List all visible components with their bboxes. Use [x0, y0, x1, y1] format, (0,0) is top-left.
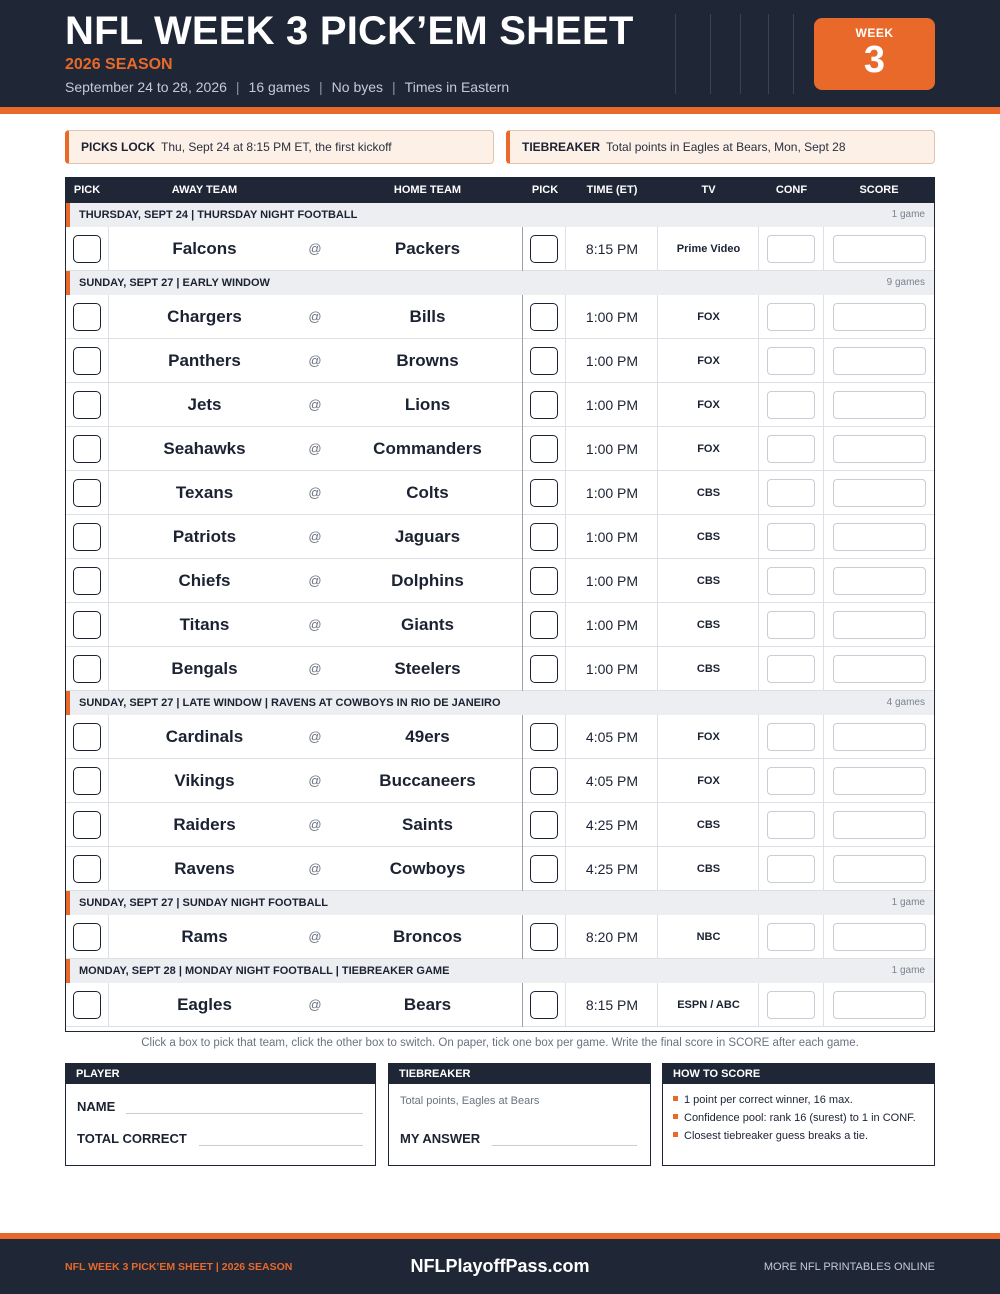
- home-team-name: Jaguars: [394, 527, 461, 546]
- player-box-header: PLAYER: [66, 1064, 375, 1084]
- confidence-input[interactable]: [767, 991, 815, 1019]
- game-row: [66, 847, 934, 891]
- kickoff-time: 1:00 PM: [585, 309, 639, 325]
- picks-lock-label: PICKS LOCK: [81, 140, 156, 154]
- away-pick-checkbox[interactable]: [73, 391, 101, 419]
- score-input[interactable]: [833, 611, 926, 639]
- home-pick-checkbox[interactable]: [530, 855, 558, 883]
- column-divider: [823, 427, 824, 471]
- column-divider: [823, 559, 824, 603]
- confidence-input[interactable]: [767, 855, 815, 883]
- scoring-rule: Confidence pool: rank 16 (surest) to 1 in CONF.: [673, 1112, 916, 1124]
- confidence-input[interactable]: [767, 523, 815, 551]
- at-symbol: @: [308, 997, 322, 1012]
- tiebreaker-box-header: TIEBREAKER: [389, 1064, 650, 1084]
- at-symbol: @: [308, 929, 322, 944]
- at-symbol: @: [308, 241, 322, 256]
- at-symbol: @: [308, 529, 322, 544]
- at-symbol: @: [308, 397, 322, 412]
- away-team-name: Chargers: [167, 307, 242, 326]
- instructions-note: Click a box to pick that team, click the other box to switch. On paper, tick one box per game. Write the final score in SCORE after each game.: [141, 1037, 859, 1049]
- home-team-name: Colts: [406, 483, 449, 502]
- footer-site-link[interactable]: NFLPlayoffPass.com: [410, 1256, 590, 1276]
- away-team-name: Cardinals: [165, 727, 244, 746]
- game-row: [66, 515, 934, 559]
- confidence-input[interactable]: [767, 567, 815, 595]
- header-accent-line: [0, 107, 1000, 114]
- home-pick-checkbox[interactable]: [530, 611, 558, 639]
- bullet-icon: [673, 1096, 678, 1101]
- away-pick-checkbox[interactable]: [73, 767, 101, 795]
- confidence-input[interactable]: [767, 435, 815, 463]
- tv-network: CBS: [696, 531, 721, 543]
- section-game-count: 1 game: [891, 965, 925, 976]
- away-pick-checkbox[interactable]: [73, 479, 101, 507]
- section-game-count: 1 game: [891, 209, 925, 220]
- col-score: SCORE: [859, 184, 899, 196]
- tv-network: ESPN / ABC: [677, 999, 740, 1011]
- kickoff-time: 8:15 PM: [585, 241, 639, 257]
- tv-network: CBS: [696, 663, 721, 675]
- section-header: [66, 691, 934, 715]
- bullet-icon: [673, 1132, 678, 1137]
- game-row: [66, 339, 934, 383]
- score-input[interactable]: [833, 991, 926, 1019]
- col-time: TIME (ET): [586, 184, 638, 196]
- kickoff-time: 4:05 PM: [585, 729, 639, 745]
- section-header: [66, 959, 934, 983]
- picks-lock-text: Thu, Sept 24 at 8:15 PM ET, the first kickoff: [161, 140, 392, 154]
- tv-network: Prime Video: [676, 243, 741, 255]
- tiebreaker-info-box: [506, 130, 935, 164]
- total-correct-label: TOTAL CORRECT: [77, 1131, 187, 1146]
- tv-network: FOX: [697, 355, 720, 367]
- column-divider: [823, 515, 824, 559]
- away-pick-checkbox[interactable]: [73, 811, 101, 839]
- score-input[interactable]: [833, 811, 926, 839]
- home-pick-checkbox[interactable]: [530, 723, 558, 751]
- away-team-name: Chiefs: [178, 571, 231, 590]
- away-team-name: Seahawks: [163, 439, 246, 458]
- score-input[interactable]: [833, 923, 926, 951]
- away-pick-checkbox[interactable]: [73, 567, 101, 595]
- header-meta: September 24 to 28, 2026 | 16 games | No byes | Times in Eastern: [65, 79, 510, 95]
- section-title: MONDAY, SEPT 28 | MONDAY NIGHT FOOTBALL | TIEBREAKER GAME: [79, 965, 450, 977]
- table-header: [66, 178, 934, 203]
- away-team-name: Eagles: [177, 995, 232, 1014]
- away-pick-checkbox[interactable]: [73, 435, 101, 463]
- home-team-name: Saints: [401, 815, 454, 834]
- game-row: [66, 559, 934, 603]
- column-divider: [823, 715, 824, 759]
- tv-network: NBC: [696, 931, 721, 943]
- at-symbol: @: [308, 485, 322, 500]
- game-row: [66, 715, 934, 759]
- total-correct-field[interactable]: [199, 1145, 363, 1146]
- column-divider: [823, 847, 824, 891]
- week-badge-label: WEEK: [855, 26, 894, 40]
- game-row: [66, 471, 934, 515]
- scoring-rule: Closest tiebreaker guess breaks a tie.: [673, 1130, 916, 1142]
- page-title: NFL WEEK 3 PICK’EM SHEET: [65, 9, 634, 53]
- game-row: [66, 227, 934, 271]
- away-pick-checkbox[interactable]: [73, 611, 101, 639]
- at-symbol: @: [308, 773, 322, 788]
- at-symbol: @: [308, 817, 322, 832]
- section-title: THURSDAY, SEPT 24 | THURSDAY NIGHT FOOTBALL: [79, 209, 358, 221]
- section-title: SUNDAY, SEPT 27 | EARLY WINDOW: [79, 277, 270, 289]
- home-team-name: Browns: [396, 351, 459, 370]
- kickoff-time: 1:00 PM: [585, 661, 639, 677]
- home-pick-checkbox[interactable]: [530, 991, 558, 1019]
- meta-timezone: Times in Eastern: [404, 79, 510, 95]
- tv-network: CBS: [696, 863, 721, 875]
- column-divider: [823, 603, 824, 647]
- col-conf: CONF: [775, 184, 808, 196]
- tv-network: CBS: [696, 819, 721, 831]
- home-pick-checkbox[interactable]: [530, 567, 558, 595]
- confidence-input[interactable]: [767, 303, 815, 331]
- column-divider: [823, 339, 824, 383]
- game-row: [66, 603, 934, 647]
- footer: [0, 1239, 1000, 1294]
- score-input[interactable]: [833, 235, 926, 263]
- home-pick-checkbox[interactable]: [530, 479, 558, 507]
- away-pick-checkbox[interactable]: [73, 991, 101, 1019]
- away-pick-checkbox[interactable]: [73, 723, 101, 751]
- kickoff-time: 1:00 PM: [585, 353, 639, 369]
- kickoff-time: 8:15 PM: [585, 997, 639, 1013]
- tiebreaker-box: [388, 1063, 651, 1166]
- away-pick-checkbox[interactable]: [73, 523, 101, 551]
- away-team-name: Raiders: [173, 815, 236, 834]
- home-team-name: Bills: [409, 307, 446, 326]
- my-answer-field[interactable]: [492, 1145, 637, 1146]
- tv-network: FOX: [697, 443, 720, 455]
- confidence-input[interactable]: [767, 723, 815, 751]
- score-input[interactable]: [833, 655, 926, 683]
- at-symbol: @: [308, 861, 322, 876]
- at-symbol: @: [308, 617, 322, 632]
- home-pick-checkbox[interactable]: [530, 523, 558, 551]
- score-input[interactable]: [833, 347, 926, 375]
- away-pick-checkbox[interactable]: [73, 855, 101, 883]
- away-team-name: Ravens: [174, 859, 235, 878]
- how-to-score-header: HOW TO SCORE: [663, 1064, 934, 1084]
- confidence-input[interactable]: [767, 811, 815, 839]
- kickoff-time: 1:00 PM: [585, 441, 639, 457]
- column-divider: [823, 647, 824, 691]
- away-team-name: Panthers: [168, 351, 241, 370]
- game-row: [66, 427, 934, 471]
- column-divider: [823, 983, 824, 1027]
- kickoff-time: 1:00 PM: [585, 485, 639, 501]
- home-pick-checkbox[interactable]: [530, 391, 558, 419]
- home-team-name: Packers: [394, 239, 461, 258]
- score-input[interactable]: [833, 855, 926, 883]
- game-row: [66, 759, 934, 803]
- name-field[interactable]: [126, 1113, 363, 1114]
- tv-network: FOX: [697, 775, 720, 787]
- meta-byes: No byes: [331, 79, 384, 95]
- away-team-name: Bengals: [171, 659, 238, 678]
- section-game-count: 4 games: [886, 697, 925, 708]
- home-pick-checkbox[interactable]: [530, 235, 558, 263]
- col-away-team: AWAY TEAM: [171, 184, 238, 196]
- confidence-input[interactable]: [767, 235, 815, 263]
- section-title: SUNDAY, SEPT 27 | LATE WINDOW | RAVENS AT COWBOYS IN RIO DE JANEIRO: [79, 697, 501, 709]
- bullet-icon: [673, 1114, 678, 1119]
- tiebreaker-subtitle: Total points, Eagles at Bears: [400, 1095, 540, 1107]
- how-to-score-box: [662, 1063, 935, 1166]
- col-pick-away: PICK: [73, 184, 101, 196]
- away-team-name: Texans: [175, 483, 234, 502]
- at-symbol: @: [308, 573, 322, 588]
- confidence-input[interactable]: [767, 391, 815, 419]
- score-input[interactable]: [833, 567, 926, 595]
- kickoff-time: 1:00 PM: [585, 529, 639, 545]
- away-team-name: Jets: [187, 395, 222, 414]
- column-divider: [823, 759, 824, 803]
- tv-network: CBS: [696, 575, 721, 587]
- footer-right-text: MORE NFL PRINTABLES ONLINE: [763, 1261, 935, 1273]
- confidence-input[interactable]: [767, 479, 815, 507]
- at-symbol: @: [308, 353, 322, 368]
- week-badge: [814, 18, 935, 90]
- home-team-name: Commanders: [373, 439, 482, 458]
- confidence-input[interactable]: [767, 923, 815, 951]
- away-pick-checkbox[interactable]: [73, 923, 101, 951]
- home-team-name: Steelers: [394, 659, 461, 678]
- tv-network: FOX: [697, 731, 720, 743]
- game-row: [66, 803, 934, 847]
- section-title: SUNDAY, SEPT 27 | SUNDAY NIGHT FOOTBALL: [79, 897, 328, 909]
- score-input[interactable]: [833, 303, 926, 331]
- section-header: [66, 203, 934, 227]
- tv-network: CBS: [696, 487, 721, 499]
- meta-games: 16 games: [248, 79, 311, 95]
- column-divider: [823, 803, 824, 847]
- column-divider: [823, 915, 824, 959]
- score-input[interactable]: [833, 523, 926, 551]
- picks-lock-box: [65, 130, 494, 164]
- tv-network: CBS: [696, 619, 721, 631]
- away-team-name: Patriots: [172, 527, 237, 546]
- score-input[interactable]: [833, 479, 926, 507]
- column-divider: [823, 227, 824, 271]
- kickoff-time: 4:25 PM: [585, 861, 639, 877]
- meta-dates: September 24 to 28, 2026: [65, 79, 227, 95]
- game-row: [66, 383, 934, 427]
- score-input[interactable]: [833, 435, 926, 463]
- home-pick-checkbox[interactable]: [530, 923, 558, 951]
- away-team-name: Falcons: [172, 239, 237, 258]
- game-row: [66, 647, 934, 691]
- my-answer-label: MY ANSWER: [400, 1131, 481, 1146]
- section-header: [66, 271, 934, 295]
- scoring-rules-list: [673, 1094, 916, 1148]
- confidence-input[interactable]: [767, 655, 815, 683]
- confidence-input[interactable]: [767, 611, 815, 639]
- confidence-input[interactable]: [767, 347, 815, 375]
- col-home-team: HOME TEAM: [393, 184, 462, 196]
- at-symbol: @: [308, 441, 322, 456]
- away-pick-checkbox[interactable]: [73, 655, 101, 683]
- home-team-name: Lions: [404, 395, 451, 414]
- home-team-name: Buccaneers: [379, 771, 476, 790]
- kickoff-time: 4:25 PM: [585, 817, 639, 833]
- score-input[interactable]: [833, 723, 926, 751]
- column-divider: [823, 471, 824, 515]
- kickoff-time: 4:05 PM: [585, 773, 639, 789]
- section-game-count: 9 games: [886, 277, 925, 288]
- home-pick-checkbox[interactable]: [530, 655, 558, 683]
- picks-table: [65, 177, 935, 1032]
- season-label: 2026 SEASON: [65, 56, 173, 73]
- kickoff-time: 1:00 PM: [585, 573, 639, 589]
- home-pick-checkbox[interactable]: [530, 303, 558, 331]
- game-row: [66, 295, 934, 339]
- away-team-name: Vikings: [174, 771, 235, 790]
- away-pick-checkbox[interactable]: [73, 303, 101, 331]
- tiebreaker-info-text: Total points in Eagles at Bears, Mon, Sept 28: [606, 140, 846, 154]
- at-symbol: @: [308, 661, 322, 676]
- home-pick-checkbox[interactable]: [530, 767, 558, 795]
- player-box: [65, 1063, 376, 1166]
- game-row: [66, 983, 934, 1027]
- home-team-name: Cowboys: [389, 859, 466, 878]
- section-header: [66, 891, 934, 915]
- away-team-name: Rams: [181, 927, 228, 946]
- name-label: NAME: [77, 1099, 116, 1114]
- game-row: [66, 915, 934, 959]
- away-pick-checkbox[interactable]: [73, 235, 101, 263]
- home-pick-checkbox[interactable]: [530, 811, 558, 839]
- kickoff-time: 1:00 PM: [585, 397, 639, 413]
- column-divider: [823, 295, 824, 339]
- header-banner: [0, 0, 1000, 107]
- confidence-input[interactable]: [767, 767, 815, 795]
- home-pick-checkbox[interactable]: [530, 347, 558, 375]
- home-team-name: Broncos: [393, 927, 462, 946]
- away-team-name: Titans: [179, 615, 230, 634]
- scoring-rule: 1 point per correct winner, 16 max.: [673, 1094, 916, 1106]
- tv-network: FOX: [697, 399, 720, 411]
- home-team-name: Dolphins: [391, 571, 464, 590]
- kickoff-time: 8:20 PM: [585, 929, 639, 945]
- col-pick-home: PICK: [531, 184, 559, 196]
- week-badge-number: 3: [863, 39, 886, 81]
- home-team-name: 49ers: [405, 727, 450, 746]
- col-tv: TV: [701, 184, 716, 196]
- home-team-name: Giants: [401, 615, 454, 634]
- section-game-count: 1 game: [891, 897, 925, 908]
- footer-left-text: NFL WEEK 3 PICK’EM SHEET | 2026 SEASON: [65, 1261, 293, 1273]
- home-team-name: Bears: [403, 995, 452, 1014]
- away-pick-checkbox[interactable]: [73, 347, 101, 375]
- tv-network: FOX: [697, 311, 720, 323]
- kickoff-time: 1:00 PM: [585, 617, 639, 633]
- score-input[interactable]: [833, 391, 926, 419]
- at-symbol: @: [308, 729, 322, 744]
- tiebreaker-info-label: TIEBREAKER: [522, 140, 601, 154]
- score-input[interactable]: [833, 767, 926, 795]
- home-pick-checkbox[interactable]: [530, 435, 558, 463]
- at-symbol: @: [308, 309, 322, 324]
- column-divider: [823, 383, 824, 427]
